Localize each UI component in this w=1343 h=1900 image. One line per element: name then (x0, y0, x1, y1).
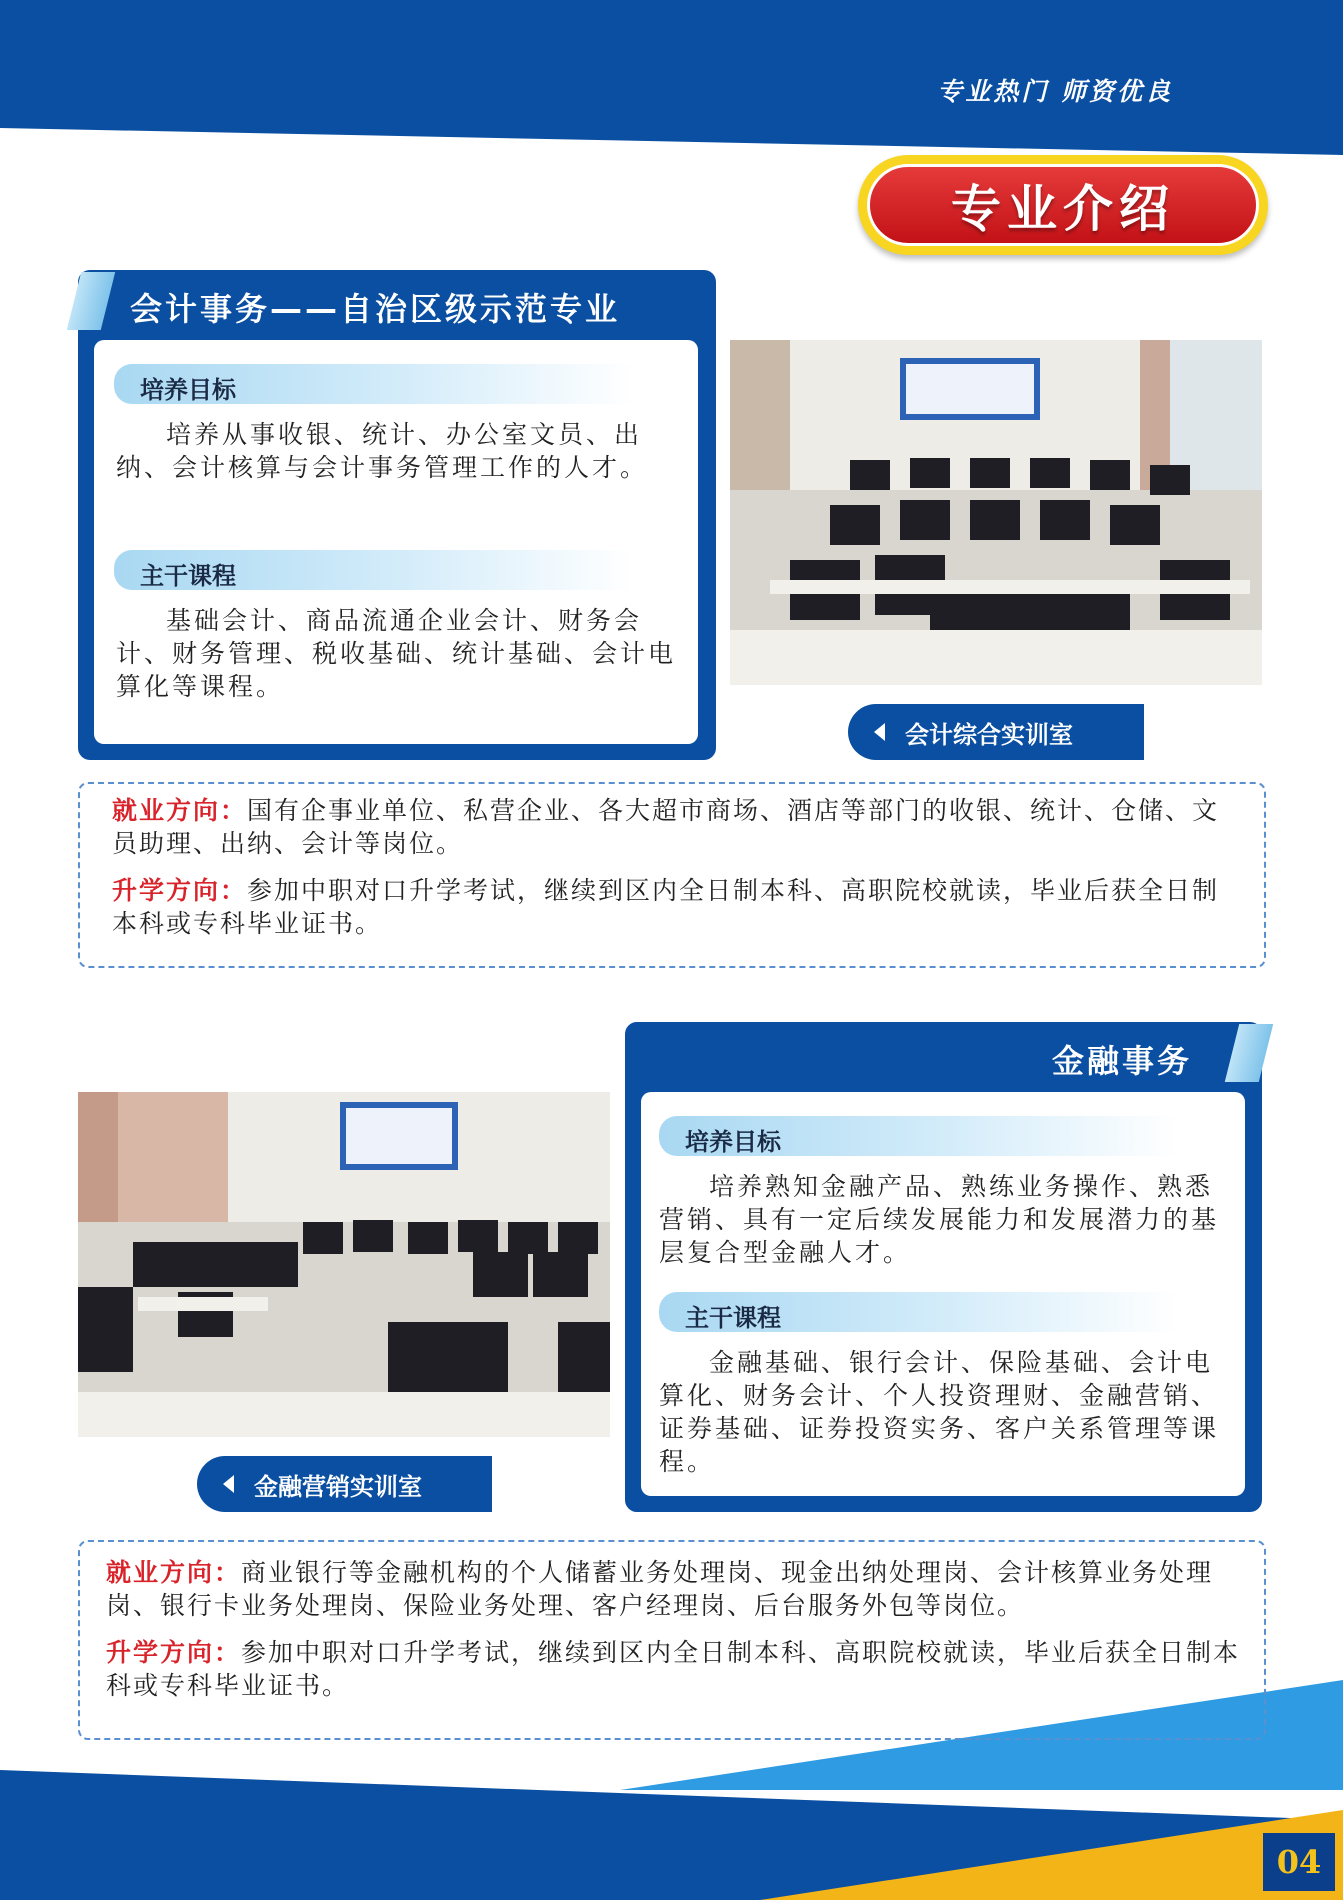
major2-photo-caption: 金融营销实训室 (197, 1456, 492, 1512)
header-slogan: 专业热门 师资优良 (937, 77, 1173, 106)
page-number: 04 (1263, 1833, 1335, 1891)
major1-goal-text: 培养从事收银、统计、办公室文员、出纳、会计核算与会计事务管理工作的人才。 (116, 420, 649, 482)
major2-info-box (78, 1540, 1266, 1740)
major1-employment: 就业方向：国有企事业单位、私营企业、各大超市商场、酒店等部门的收银、统计、仓储、文员助理、出纳、会计等岗位。 (112, 796, 1220, 858)
major2-panel (625, 1022, 1262, 1512)
caption-arrow-icon (223, 1475, 234, 1493)
major1-course-text: 基础会计、商品流通企业会计、财务会计、财务管理、税收基础、统计基础、会计电算化等课程。 (116, 606, 677, 701)
major2-title: 金融事务 (1051, 1042, 1192, 1080)
major1-photo-caption: 会计综合实训室 (848, 704, 1144, 760)
major1-title: 会计事务——自治区级示范专业 (130, 290, 621, 328)
section-title-badge (858, 155, 1268, 255)
major1-photo (730, 340, 1262, 685)
major2-course-text: 金融基础、银行会计、保险基础、会计电算化、财务会计、个人投资理财、金融营销、证券基础、证券投资实务、客户关系管理等课程。 (659, 1348, 1220, 1476)
major2-content-card (641, 1092, 1245, 1496)
caption-arrow-icon (874, 723, 885, 741)
section-title: 专业介绍 (951, 180, 1175, 238)
major2-goal-heading: 培养目标 (659, 1116, 1179, 1156)
major1-goal-heading: 培养目标 (114, 364, 634, 404)
major1-further-study: 升学方向：参加中职对口升学考试，继续到区内全日制本科、高职院校就读，毕业后获全日制本科或专科毕业证书。 (112, 876, 1220, 938)
major2-goal-text: 培养熟知金融产品、熟练业务操作、熟悉营销、具有一定后续发展能力和发展潜力的基层复合型金融人才。 (659, 1172, 1220, 1267)
major1-content-card (94, 340, 698, 744)
major2-photo (78, 1092, 610, 1437)
major2-employment: 就业方向：商业银行等金融机构的个人储蓄业务处理岗、现金出纳处理岗、会计核算业务处理岗、银行卡业务处理岗、保险业务处理、客户经理岗、后台服务外包等岗位。 (106, 1558, 1214, 1620)
major1-info-box (78, 782, 1266, 968)
major1-course-heading: 主干课程 (114, 550, 634, 590)
major2-course-heading: 主干课程 (659, 1292, 1179, 1332)
major1-panel (78, 270, 716, 760)
major2-further-study: 升学方向：参加中职对口升学考试，继续到区内全日制本科、高职院校就读，毕业后获全日制本科或专科毕业证书。 (106, 1638, 1241, 1700)
